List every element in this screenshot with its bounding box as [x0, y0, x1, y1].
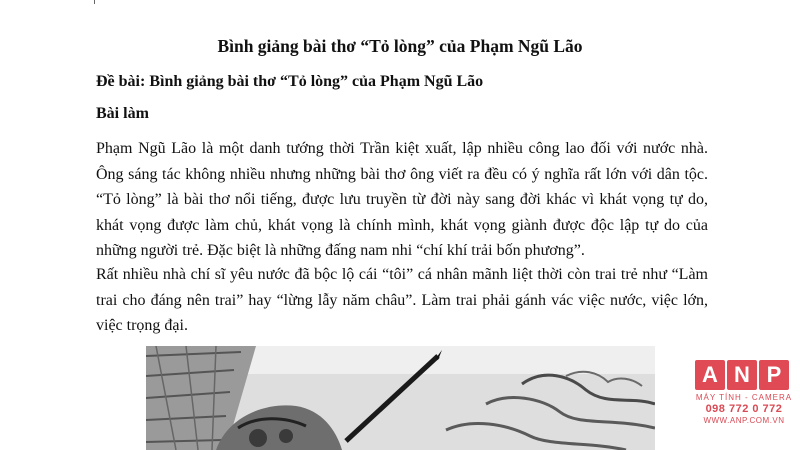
document-title: Bình giảng bài thơ “Tỏ lòng” của Phạm Ngũ Lão [217, 36, 583, 56]
logo-website: WWW.ANP.COM.VN [703, 416, 785, 425]
logo-subtitle: MÁY TÍNH - CAMERA [695, 393, 793, 402]
section-label: Bài làm [96, 105, 149, 122]
logo-letter-p: P [759, 360, 789, 390]
paragraph-2: Rất nhiều nhà chí sĩ yêu nước đã bộc lộ cái “tôi” cá nhân mãnh liệt thời còn trai trẻ như “Làm trai cho đáng nên trai” hay “lừng lẫy năm châu”. Làm trai phải gánh vác việc nước, việc lớn, việc trọng đại. [96, 266, 708, 335]
paragraph-1: Phạm Ngũ Lão là một danh tướng thời Trần kiệt xuất, lập nhiều công lao đối với nước nhà. Ông sáng tác không nhiều nhưng những bài thơ ông viết ra đều có ý nghĩa rất lớn với dân tộc. “Tỏ lòng” là bài thơ nổi tiếng, được lưu truyền từ đời này sang đời khác vì khát vọng tự do, khát vọng được làm chủ, khát vọng là chính mình, khát vọng giành được độc lập tự do của những người trẻ. Đặc biệt là những đấng nam nhi “chí khí trải bốn phương”. [96, 140, 708, 260]
essay-prompt: Đề bài: Bình giảng bài thơ “Tỏ lòng” của Phạm Ngũ Lão [96, 73, 484, 90]
text-cursor-mark [94, 0, 95, 4]
logo-letters [695, 360, 793, 390]
logo-phone: 098 772 0 772 [705, 403, 783, 415]
logo-letter-n: N [727, 360, 757, 390]
illustration-warrior-image [146, 346, 655, 450]
anp-watermark-logo [695, 360, 793, 440]
logo-letter-a: A [695, 360, 725, 390]
